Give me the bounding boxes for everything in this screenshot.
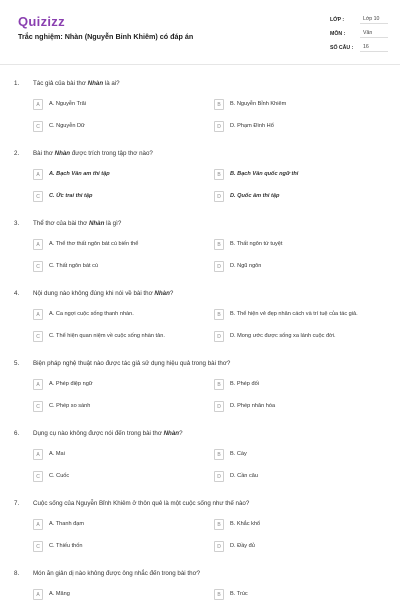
question-text-emphasis: Nhàn <box>88 220 105 227</box>
option-letter-badge: C <box>33 331 43 342</box>
option-text: D. Phép nhân hóa <box>230 403 276 409</box>
question-number: 3. <box>14 220 20 227</box>
option-text: C. Thể hiện quan niệm về cuộc sống nhàn tản. <box>49 333 165 339</box>
option-text: A. Ca ngợi cuộc sống thanh nhàn. <box>49 311 134 317</box>
option-letter-badge: C <box>33 261 43 272</box>
option-text: B. Nguyễn Bỉnh Khiêm <box>230 101 287 107</box>
option-text: C. Cuốc <box>49 473 70 479</box>
option-letter-badge: A <box>33 589 43 600</box>
option-text: C. Thiếu thốn <box>49 543 83 549</box>
option-letter-badge: A <box>33 379 43 390</box>
question-number: 2. <box>14 150 20 157</box>
option-text: B. Cày <box>230 451 247 457</box>
option-text: A. Nguyễn Trãi <box>49 101 86 107</box>
option-letter-badge: D <box>214 191 224 202</box>
question-text-part: Dụng cụ nào không được nói đến trong bài thơ <box>33 430 164 437</box>
question-item <box>0 76 400 146</box>
option-text: B. Trúc <box>230 591 248 597</box>
option-letter-badge: A <box>33 449 43 460</box>
mon-label: MÔN : <box>330 31 346 37</box>
option-text: A. Thể thơ thất ngôn bát cú biến thể <box>49 241 139 247</box>
question-text <box>33 80 383 87</box>
mon-value: Văn <box>360 29 388 38</box>
option-letter-badge: A <box>33 309 43 320</box>
option-letter-badge: C <box>33 541 43 552</box>
worksheet-title: Trắc nghiệm: Nhàn (Nguyễn Bỉnh Khiêm) có đáp án <box>18 32 194 41</box>
worksheet-meta <box>330 15 390 57</box>
option-letter-badge: C <box>33 191 43 202</box>
question-list <box>0 76 400 600</box>
option-letter-badge: B <box>214 519 224 530</box>
option-letter-badge: A <box>33 519 43 530</box>
option-letter-badge: B <box>214 239 224 250</box>
option-text: A. Mai <box>49 451 65 457</box>
question-text <box>33 150 383 157</box>
question-item <box>0 286 400 356</box>
option-letter-badge: B <box>214 589 224 600</box>
option-letter-badge: D <box>214 331 224 342</box>
question-text-emphasis: Nhàn <box>87 80 104 87</box>
worksheet-header <box>0 0 400 65</box>
option-letter-badge: D <box>214 121 224 132</box>
option-letter-badge: B <box>214 169 224 180</box>
question-number: 6. <box>14 430 20 437</box>
question-item <box>0 496 400 566</box>
option-text: C. Ức trai thi tập <box>49 193 93 199</box>
option-letter-badge: D <box>214 261 224 272</box>
question-text-emphasis: Nhàn <box>54 150 71 157</box>
question-text-part: Biện pháp nghệ thuật nào được tác giả sử dụng hiệu quả trong bài thơ? <box>33 360 231 367</box>
question-text-emphasis: Nhàn <box>163 430 180 437</box>
option-text: C. Nguyễn Dữ <box>49 123 85 129</box>
question-item <box>0 216 400 286</box>
question-text-part: ? <box>179 430 183 437</box>
option-text: D. Quốc âm thi tập <box>230 193 280 199</box>
option-letter-badge: A <box>33 169 43 180</box>
option-text: C. Phép so sánh <box>49 403 91 409</box>
question-text-part: được trích trong tập thơ nào? <box>70 150 153 157</box>
question-item <box>0 146 400 216</box>
question-text-part: Nội dung nào không đúng khi nói về bài thơ <box>33 290 155 297</box>
question-text-part: Món ăn giản dị nào không được ông nhắc đến trong bài thơ? <box>33 570 201 577</box>
lop-value: Lớp 10 <box>360 15 388 24</box>
question-text-part: Thể thơ của bài thơ <box>33 220 89 227</box>
question-item <box>0 356 400 426</box>
option-text: C. Thất ngôn bát cú <box>49 263 99 269</box>
question-text <box>33 290 383 297</box>
meta-row-lop <box>330 15 390 29</box>
socau-label: SỐ CÂU : <box>330 45 354 51</box>
option-letter-badge: C <box>33 471 43 482</box>
question-number: 7. <box>14 500 20 507</box>
option-text: A. Măng <box>49 591 70 597</box>
question-number: 1. <box>14 80 20 87</box>
lop-label: LỚP : <box>330 17 345 23</box>
option-text: D. Cần câu <box>230 473 258 479</box>
meta-row-mon <box>330 29 390 43</box>
option-letter-badge: B <box>214 99 224 110</box>
quizizz-logo[interactable]: Quizizz <box>18 14 65 29</box>
option-letter-badge: B <box>214 309 224 320</box>
option-text: D. Phạm Đình Hổ <box>230 123 274 129</box>
option-text: B. Khắc khổ <box>230 521 261 527</box>
option-text: D. Đầy đủ <box>230 543 255 549</box>
question-text-part: Bài thơ <box>33 150 55 157</box>
option-letter-badge: D <box>214 471 224 482</box>
option-letter-badge: B <box>214 379 224 390</box>
option-letter-badge: D <box>214 541 224 552</box>
question-text-part: là gì? <box>104 220 122 227</box>
option-text: A. Bạch Vân am thi tập <box>49 171 110 177</box>
option-letter-badge: A <box>33 99 43 110</box>
option-text: B. Bạch Vân quốc ngữ thi <box>230 171 299 177</box>
option-text: B. Thể hiện vẻ đẹp nhân cách và trí tuệ của tác giả. <box>230 311 358 317</box>
question-text <box>33 220 383 227</box>
question-number: 8. <box>14 570 20 577</box>
question-text <box>33 430 383 437</box>
question-text-part: là ai? <box>103 80 120 87</box>
option-text: B. Phép đối <box>230 381 259 387</box>
question-text <box>33 360 383 367</box>
socau-value: 16 <box>360 43 388 52</box>
question-text <box>33 500 383 507</box>
option-text: A. Phép điệp ngữ <box>49 381 93 387</box>
option-letter-badge: B <box>214 449 224 460</box>
question-text-emphasis: Nhàn <box>154 290 170 297</box>
option-letter-badge: A <box>33 239 43 250</box>
question-number: 4. <box>14 290 20 297</box>
question-text <box>33 570 383 577</box>
question-text-part: ? <box>169 290 174 297</box>
question-item <box>0 566 400 600</box>
meta-row-socau <box>330 43 390 57</box>
option-text: D. Ngũ ngôn <box>230 263 262 269</box>
option-text: B. Thất ngôn tứ tuyệt <box>230 241 283 247</box>
option-letter-badge: D <box>214 401 224 412</box>
question-number: 5. <box>14 360 20 367</box>
option-letter-badge: C <box>33 121 43 132</box>
question-text-part: Cuộc sống của Nguyễn Bỉnh Khiêm ở thôn quê là một cuộc sống như thế nào? <box>33 500 250 507</box>
option-text: D. Mong ước được sống xa lánh cuộc đời. <box>230 333 336 339</box>
option-text: A. Thanh đạm <box>49 521 85 527</box>
question-text-part: Tác giả của bài thơ <box>33 80 88 87</box>
option-letter-badge: C <box>33 401 43 412</box>
question-item <box>0 426 400 496</box>
